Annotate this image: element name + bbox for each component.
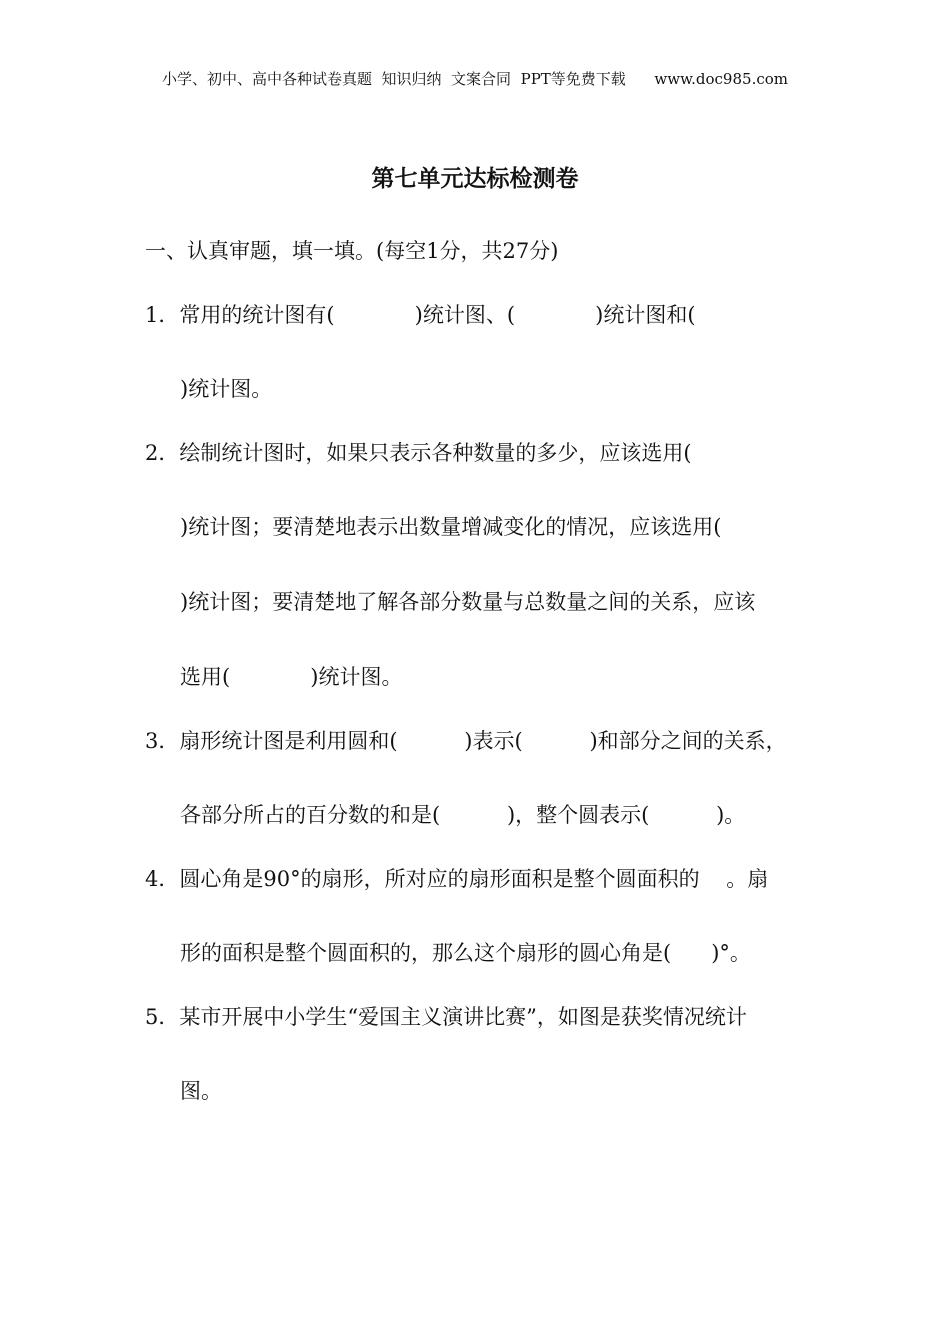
page-title: 第七单元达标检测卷 xyxy=(371,166,579,192)
question-2-line-2: )统计图；要清楚地表示出数量增减变化的情况，应该选用( xyxy=(180,515,722,539)
question-1-line-2: )统计图。 xyxy=(180,377,273,401)
question-2-line-1: 2．绘制统计图时，如果只表示各种数量的多少，应该选用( xyxy=(145,441,692,465)
question-4-line-2: 形的面积是整个圆面积的，那么这个扇形的圆心角是( )°。 xyxy=(180,941,751,965)
question-3-line-2: 各部分所占的百分数的和是( )，整个圆表示( )。 xyxy=(180,803,746,827)
question-5-line-1: 5．某市开展中小学生“爱国主义演讲比赛”，如图是获奖情况统计 xyxy=(145,1005,747,1029)
question-2-line-4: 选用( )统计图。 xyxy=(180,665,403,689)
question-3-line-1: 3．扇形统计图是利用圆和( )表示( )和部分之间的关系， xyxy=(145,729,787,753)
site-header: 小学、初中、高中各种试卷真题 知识归纳 文案合同 PPT等免费下载 www.doc985.com xyxy=(161,70,788,88)
question-4-line-1: 4．圆心角是90°的扇形，所对应的扇形面积是整个圆面积的 。扇 xyxy=(145,867,769,891)
question-2-line-3: )统计图；要清楚地了解各部分数量与总数量之间的关系，应该 xyxy=(180,590,756,614)
question-1-line-1: 1．常用的统计图有( )统计图、( )统计图和( xyxy=(145,303,696,327)
question-5-line-2: 图。 xyxy=(180,1079,222,1103)
section-heading: 一、认真审题，填一填。(每空1分，共27分) xyxy=(145,239,559,263)
